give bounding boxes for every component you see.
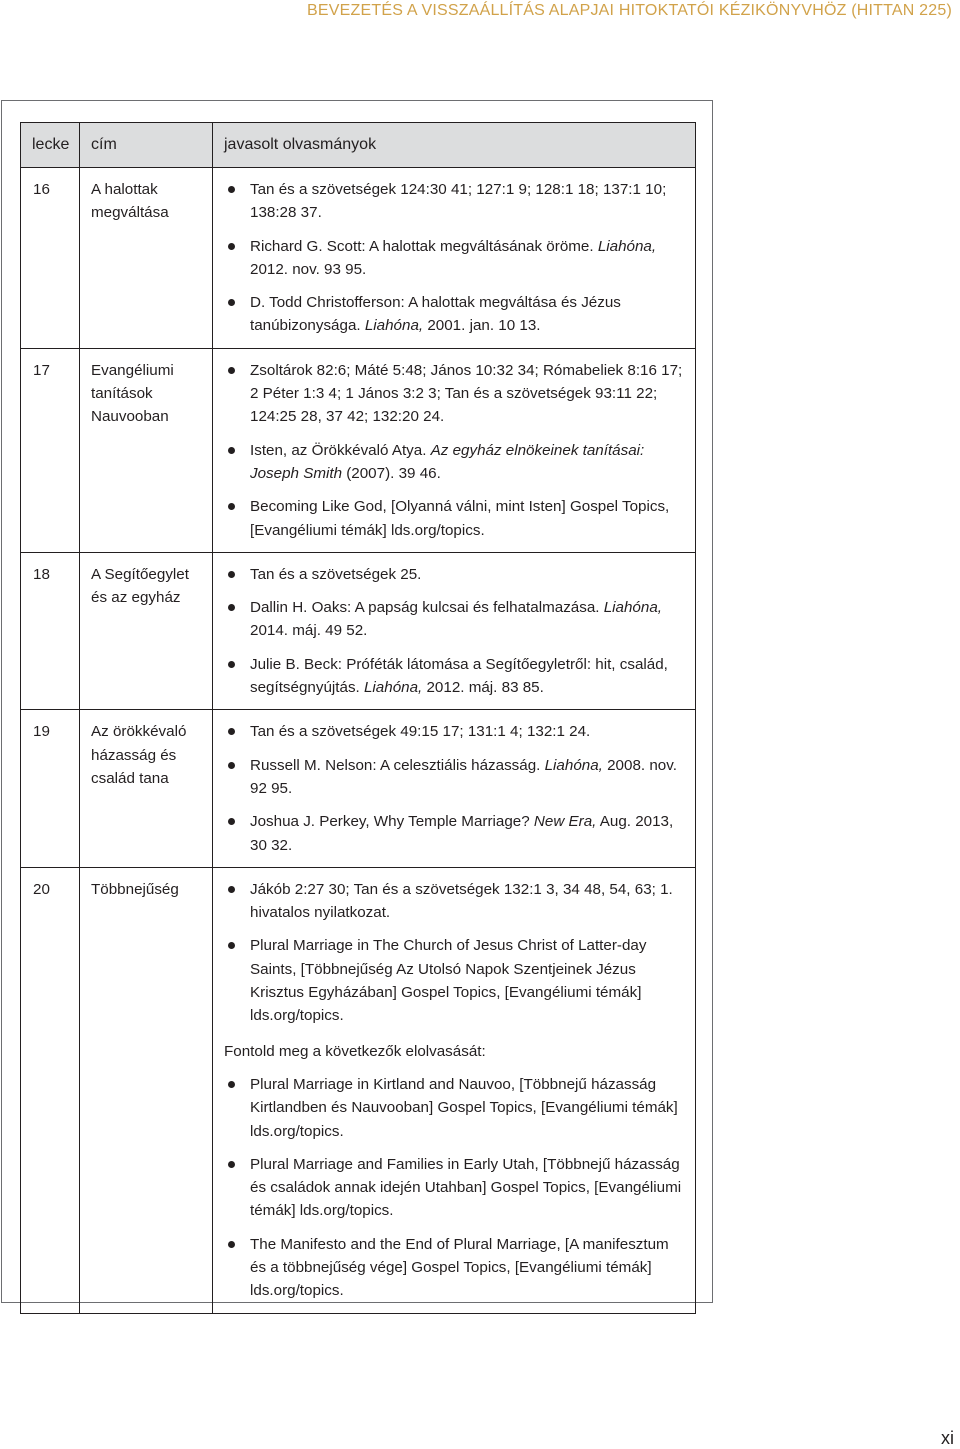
lesson-number: 20 bbox=[21, 867, 80, 1313]
lesson-readings bbox=[213, 867, 696, 1313]
reading-source: Liahóna, bbox=[603, 599, 662, 617]
page-number: xi bbox=[941, 1428, 954, 1448]
table-row bbox=[21, 710, 696, 867]
reading-text: Dallin H. Oaks: A papság kulcsai és felhatalmazása. bbox=[250, 599, 604, 617]
reading-item bbox=[224, 1233, 687, 1303]
reading-item bbox=[224, 495, 687, 542]
table-row bbox=[21, 552, 696, 709]
reading-item bbox=[224, 439, 687, 486]
lessons-table bbox=[20, 122, 696, 1314]
reading-text: 2012. máj. 83 85. bbox=[422, 679, 544, 697]
bullet-icon bbox=[228, 243, 235, 250]
reading-item bbox=[224, 653, 687, 700]
running-header: BEVEZETÉS A VISSZAÁLLÍTÁS ALAPJAI HITOKTATÓI KÉZIKÖNYVHÖZ (HITTAN 225) bbox=[307, 2, 952, 19]
lesson-number: 16 bbox=[21, 168, 80, 349]
reading-item bbox=[224, 1153, 687, 1223]
reading-source: Liahóna, bbox=[597, 237, 657, 255]
reading-text: Plural Marriage and Families in Early Utah, [Többnejű házasság és családok annak idején Utahban] Gospel Topics, [Evangéliumi témák] lds.org/topics. bbox=[250, 1155, 682, 1220]
reading-text: Plural Marriage in The Church of Jesus Christ of Latter-day Saints, [Többnejűség Az Utolsó Napok Szentjeinek Jézus Krisztus Egyházában] Gospel Topics, [Evangéliumi témák] lds.org/topics. bbox=[250, 937, 647, 1025]
reading-text: 2008. nov. 92 95. bbox=[250, 756, 677, 797]
bullet-icon bbox=[228, 762, 235, 769]
reading-item bbox=[224, 291, 687, 338]
bullet-icon bbox=[228, 728, 235, 735]
bullet-icon bbox=[228, 571, 235, 578]
bullet-icon bbox=[228, 1161, 235, 1168]
lesson-readings bbox=[213, 552, 696, 709]
bullet-icon bbox=[228, 503, 235, 510]
reading-item bbox=[224, 596, 687, 643]
reading-list bbox=[224, 359, 687, 542]
reading-item bbox=[224, 810, 687, 857]
reading-list bbox=[224, 1073, 687, 1303]
lesson-number: 18 bbox=[21, 552, 80, 709]
reading-list bbox=[224, 563, 687, 699]
lesson-title: Többnejűség bbox=[80, 867, 213, 1313]
table-header-row bbox=[21, 123, 696, 168]
lesson-title: Az örökkévaló házasság és család tana bbox=[80, 710, 213, 867]
reading-item bbox=[224, 178, 687, 225]
reading-text: Plural Marriage in Kirtland and Nauvoo, [Többnejű házasság Kirtlandben és Nauvooban] Gospel Topics, [Evangéliumi témák] lds.org/topics. bbox=[250, 1075, 678, 1140]
bullet-icon bbox=[228, 367, 235, 374]
reading-item bbox=[224, 720, 687, 743]
reading-item bbox=[224, 235, 687, 282]
lesson-title: Evangéliumi tanítások Nauvooban bbox=[80, 348, 213, 552]
reading-text: Becoming Like God, [Olyanná válni, mint Isten] Gospel Topics, [Evangéliumi témák] lds.org/topics. bbox=[250, 498, 670, 539]
reading-text: Zsoltárok 82:6; Máté 5:48; János 10:32 34; Rómabeliek 8:16 17; 2 Péter 1:3 4; 1 János 3:2 3; Tan és a szövetségek 93:11 22; 124:25 28, 37 42; 132:20 24. bbox=[250, 361, 683, 426]
reading-source: Az egyház elnökeinek tanításai: Joseph Smith bbox=[250, 441, 645, 482]
reading-list bbox=[224, 720, 687, 856]
reading-item bbox=[224, 1073, 687, 1143]
header-title: cím bbox=[80, 123, 213, 168]
bullet-icon bbox=[228, 661, 235, 668]
header-lesson: lecke bbox=[21, 123, 80, 168]
bullet-icon bbox=[228, 818, 235, 825]
lesson-title: A halottak megváltása bbox=[80, 168, 213, 349]
reading-text: 2014. máj. 49 52. bbox=[250, 622, 368, 640]
bullet-icon bbox=[228, 447, 235, 454]
reading-text: Joshua J. Perkey, Why Temple Marriage? bbox=[250, 813, 534, 831]
reading-text: Isten, az Örökkévaló Atya. bbox=[250, 441, 431, 459]
reading-text: Tan és a szövetségek 124:30 41; 127:1 9; 128:1 18; 137:1 10; 138:28 37. bbox=[250, 181, 667, 222]
reading-text: Tan és a szövetségek 49:15 17; 131:1 4; 132:1 24. bbox=[250, 723, 591, 741]
reading-source: New Era, bbox=[533, 813, 597, 831]
reading-item bbox=[224, 934, 687, 1027]
reading-source: Liahóna, bbox=[363, 679, 423, 697]
bullet-icon bbox=[228, 942, 235, 949]
reading-text: Russell M. Nelson: A celesztiális házasság. bbox=[250, 756, 545, 774]
table-row bbox=[21, 348, 696, 552]
reading-text: The Manifesto and the End of Plural Marriage, [A manifesztum és a többnejűség vége] Gospel Topics, [Evangéliumi témák] lds.org/topics. bbox=[250, 1235, 669, 1300]
reading-list bbox=[224, 178, 687, 338]
reading-text: (2007). 39 46. bbox=[342, 464, 441, 482]
lesson-readings bbox=[213, 710, 696, 867]
reading-text: D. Todd Christofferson: A halottak megváltása és Jézus tanúbizonysága. bbox=[250, 294, 621, 335]
consider-label: Fontold meg a következők elolvasását: bbox=[224, 1042, 486, 1060]
reading-text: 2012. nov. 93 95. bbox=[250, 260, 367, 278]
bullet-icon bbox=[228, 1241, 235, 1248]
table-row bbox=[21, 867, 696, 1313]
lesson-number: 19 bbox=[21, 710, 80, 867]
bullet-icon bbox=[228, 886, 235, 893]
reading-text: Richard G. Scott: A halottak megváltásának öröme. bbox=[250, 237, 598, 255]
table-row bbox=[21, 168, 696, 349]
lesson-title: A Segítőegylet és az egyház bbox=[80, 552, 213, 709]
reading-text: Jákób 2:27 30; Tan és a szövetségek 132:1 3, 34 48, 54, 63; 1. hivatalos nyilatkozat. bbox=[250, 880, 673, 922]
reading-item bbox=[224, 754, 687, 801]
bullet-icon bbox=[228, 186, 235, 193]
lesson-readings bbox=[213, 168, 696, 349]
lesson-readings bbox=[213, 348, 696, 552]
reading-source: Liahóna, bbox=[544, 756, 603, 774]
reading-text: Tan és a szövetségek 25. bbox=[250, 565, 422, 583]
bullet-icon bbox=[228, 299, 235, 306]
reading-text: 2001. jan. 10 13. bbox=[423, 317, 541, 335]
bullet-icon bbox=[228, 1081, 235, 1088]
reading-item bbox=[224, 359, 687, 429]
lesson-number: 17 bbox=[21, 348, 80, 552]
reading-text: Julie B. Beck: Próféták látomása a Segítőegyletről: hit, család, segítségnyújtás. bbox=[250, 655, 668, 697]
reading-source: Liahóna, bbox=[364, 317, 424, 335]
reading-list bbox=[224, 878, 687, 1028]
bullet-icon bbox=[228, 604, 235, 611]
header-readings: javasolt olvasmányok bbox=[213, 123, 696, 168]
reading-text: Aug. 2013, 30 32. bbox=[250, 813, 674, 854]
reading-item bbox=[224, 563, 687, 586]
reading-item bbox=[224, 878, 687, 925]
